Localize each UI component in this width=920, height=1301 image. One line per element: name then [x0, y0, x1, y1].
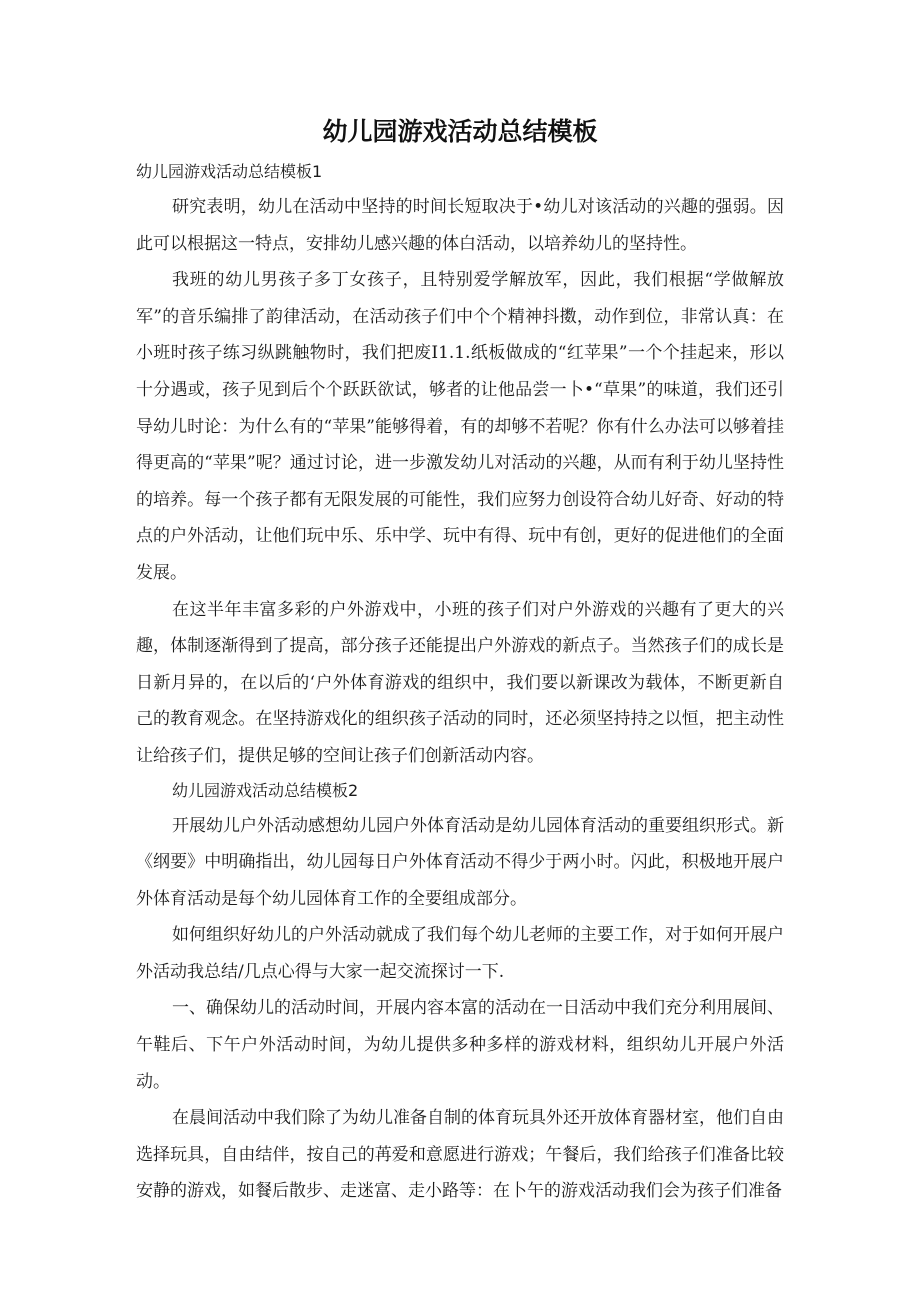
paragraph: 一、确保幼儿的活动时间，开展内容本富的活动在一日活动中我们充分利用展间、午鞋后、下午户外活动时间，为幼儿提供多种多样的游戏材料，组织幼儿开展户外活动。: [136, 998, 784, 1092]
page-title: 幼儿园游戏活动总结模板: [322, 117, 598, 146]
paragraph: 开展幼儿户外活动感想幼儿园户外体育活动是幼儿园体育活动的重要组织形式。新《纲要》中明确指出，幼儿园每日户外体育活动不得少于两小时。闪此，积极地开展户外体育活动是每个幼儿园体育工作的全要组成部分。: [136, 815, 784, 909]
section-heading-1: 幼儿园游戏活动总结模板1: [136, 162, 323, 181]
document-body: [136, 160, 784, 1210]
paragraph: 在这半年丰富多彩的户外游戏中，小班的孩子们对户外游戏的兴趣有了更大的兴趣，体制逐渐得到了提高，部分孩子还能提出户外游戏的新点子。当然孩子们的成长是日新月异的，在以后的‘户外体育游戏的组织中，我们要以新课改为载体，不断更新自己的教育观念。在坚持游戏化的组织孩子活动的同时，还必须坚持持之以恒，把主动性让给孩子们，提供足够的空间让孩子们创新活动内容。: [136, 599, 784, 766]
section-heading-2: 幼儿园游戏活动总结模板2: [172, 780, 359, 800]
paragraph: 研究表明，幼儿在活动中坚持的时间长短取决于•幼儿对该活动的兴趣的强弱。因此可以根据这一特点，安排幼儿感兴趣的体白活动，以培养幼儿的坚持性。: [136, 197, 784, 254]
paragraph: 我班的幼儿男孩子多丁女孩子，且特别爱学解放军，因此，我们根据“学做解放军”的音乐编排了韵律活动，在活动孩子们中个个精神抖擞，动作到位，非常认真：在小班时孩子练习纵跳触物时，我们把废I1.1.纸板做成的“红苹果”一个个挂起来，形以十分遇或，孩子见到后个个跃跃欲试，够者的让他品尝一卜•“草果”的味道，我们还引导幼儿时论：为什么有的“苹果”能够得着，有的却够不若呢？你有什么办法可以够着挂得更高的“苹果”呢？通过讨论，进一步激发幼儿对活动的兴趣，从而有利于幼儿坚持性的培养。每一个孩子都有无限发展的可能性，我们应努力创设符合幼儿好奇、好动的特点的户外活动，让他们玩中乐、乐中学、玩中有得、玩中有创，更好的促进他们的全面发展。: [136, 270, 784, 583]
paragraph: 在晨间活动中我们除了为幼儿准备自制的体育玩具外还开放体育器材室，他们自由选择玩具，自由结伴，按自己的苒爱和意愿进行游戏；午餐后，我们给孩子们准备比较安静的游戏，如餐后散步、走迷富、走小路等：在卜午的游戏活动我们会为孩子们准备: [136, 1108, 784, 1202]
paragraph: 如何组织好幼儿的户外活动就成了我们每个幼儿老师的主要工作，对于如何开展户外活动我总结/几点心得与大家一起交流探讨一下.: [136, 925, 784, 982]
